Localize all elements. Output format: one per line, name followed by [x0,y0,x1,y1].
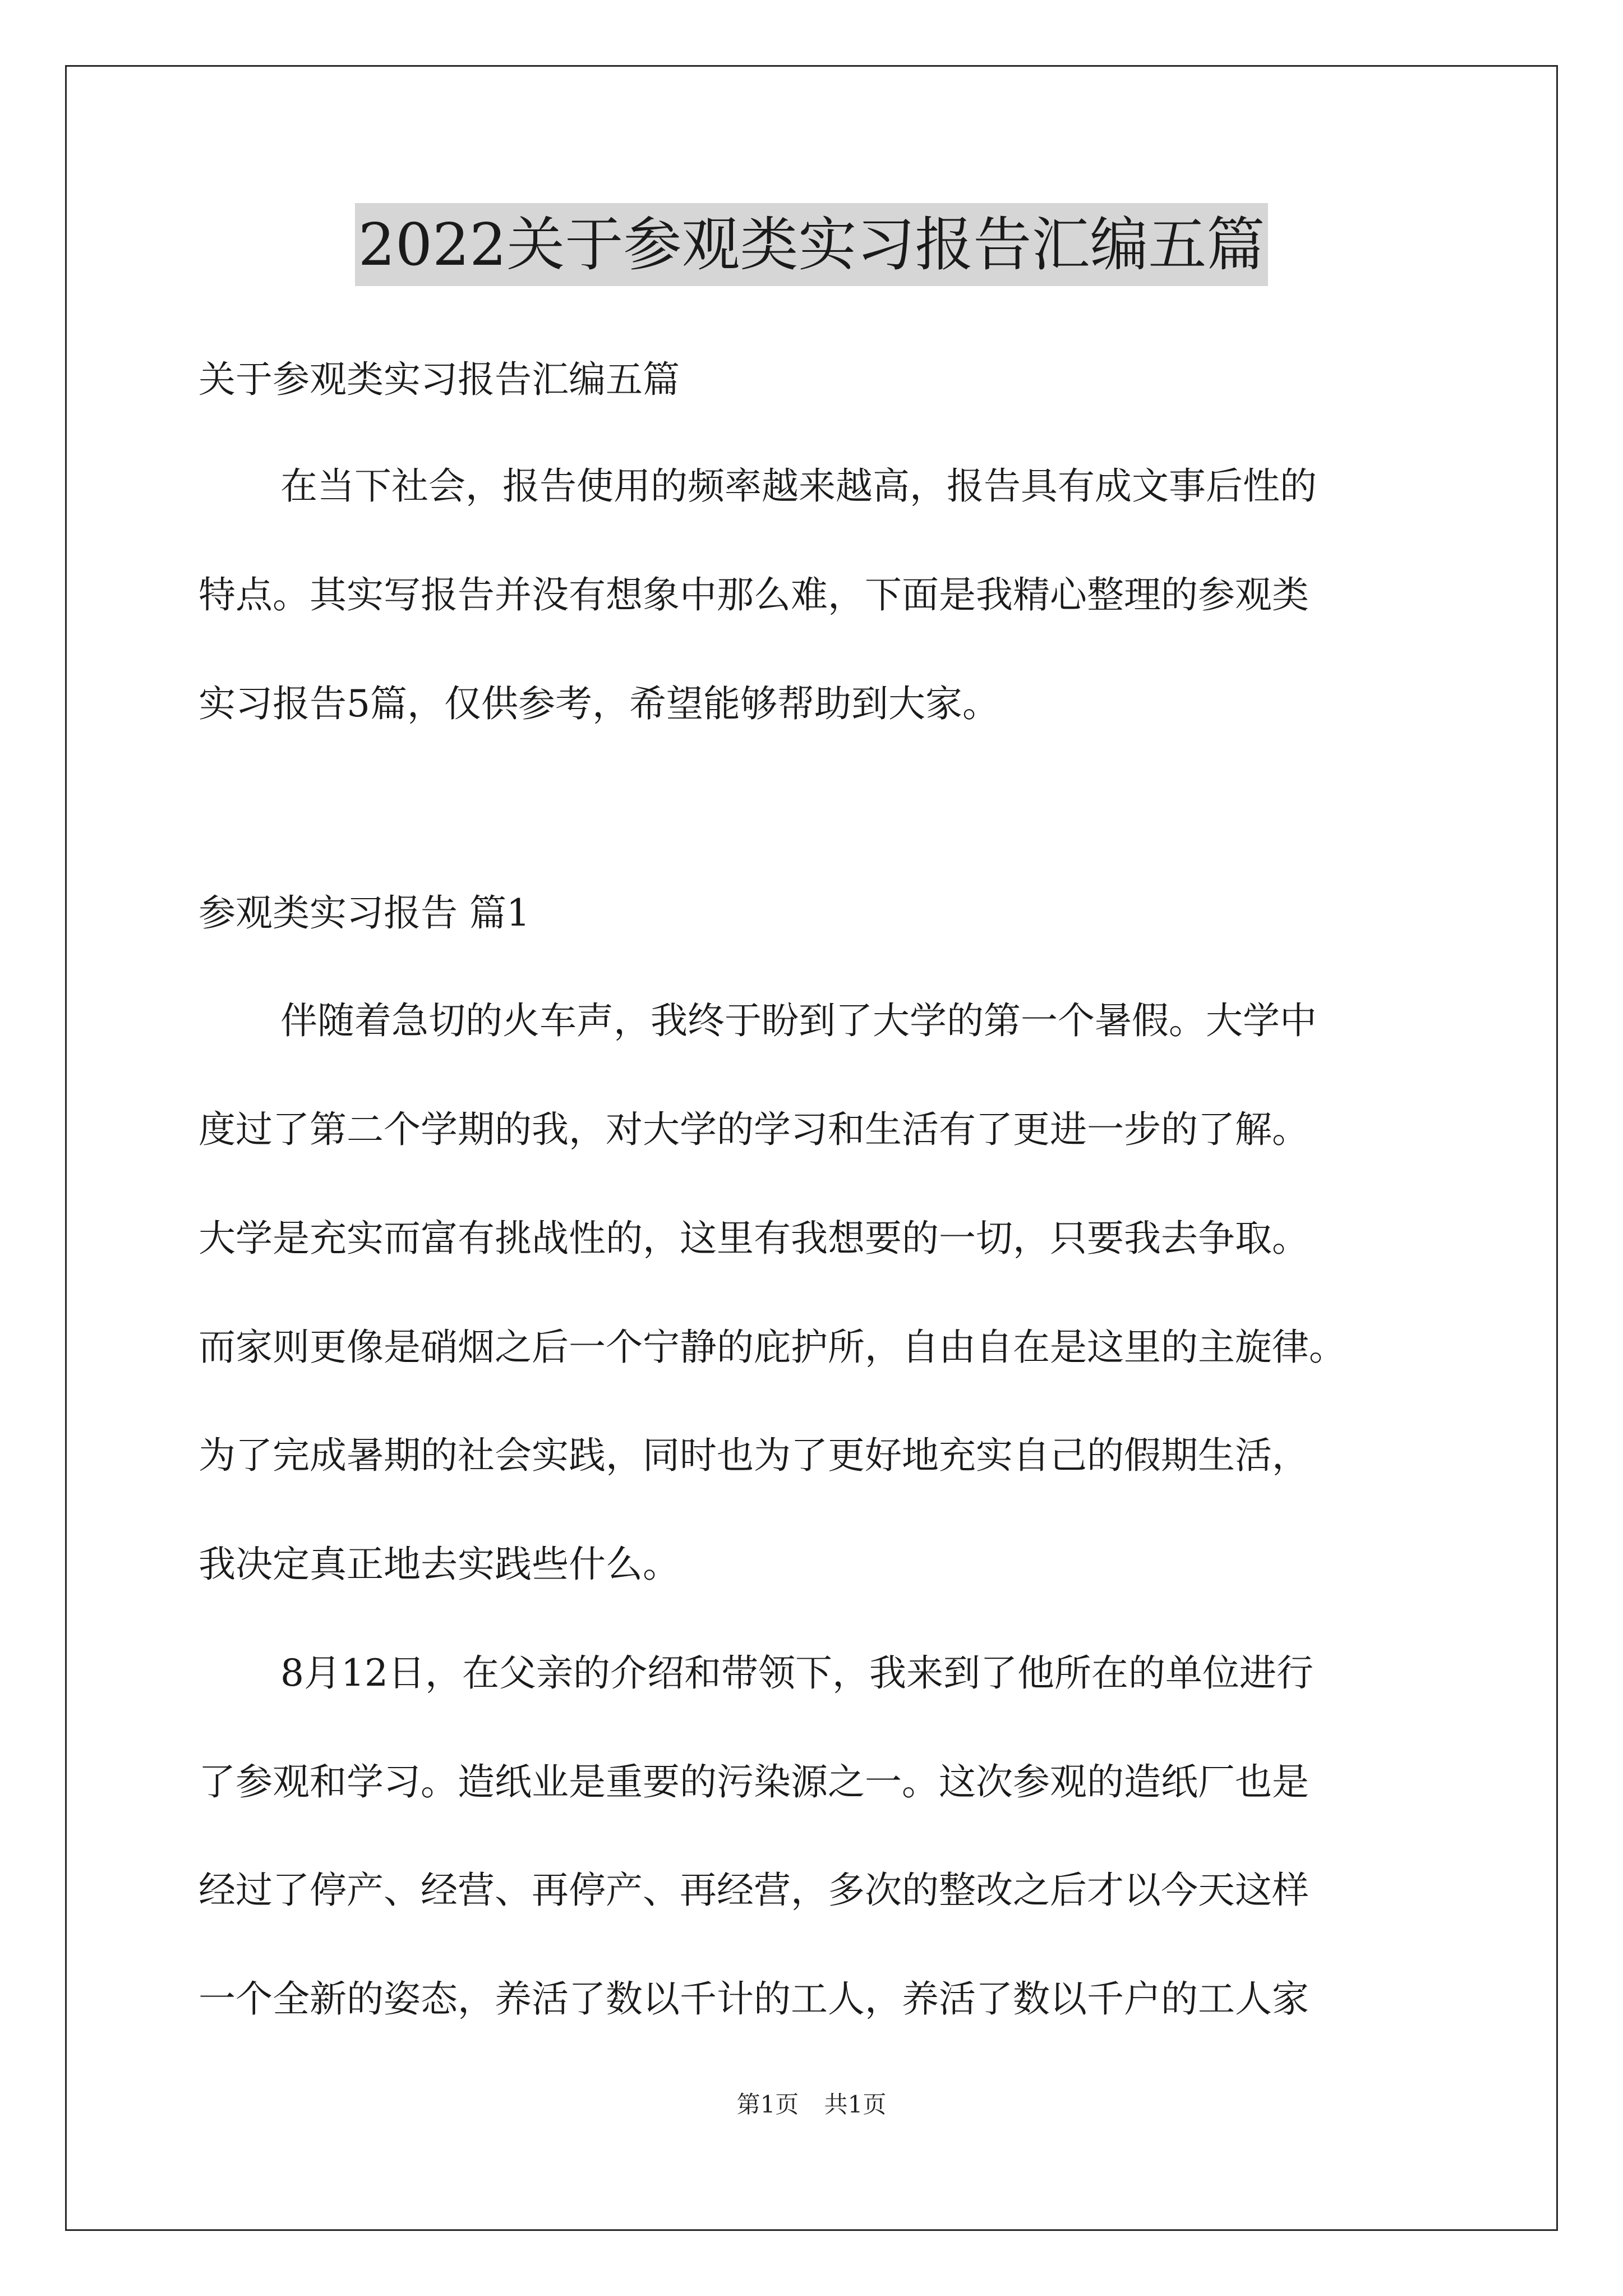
para1-line-6: 我决定真正地去实践些什么。 [199,1543,680,1586]
document-subtitle: 关于参观类实习报告汇编五篇 [199,358,680,401]
para2-line-1: 8月12日，在父亲的介绍和带领下，我来到了他所在的单位进行 [280,1651,1313,1695]
para1-line-2: 度过了第二个学期的我，对大学的学习和生活有了更进一步的了解。 [199,1108,1309,1151]
intro-line-2: 特点。其实写报告并没有想象中那么难，下面是我精心整理的参观类 [199,573,1309,616]
page-total: 共1页 [824,2091,887,2118]
page-footer [0,2088,1623,2122]
intro-line-3: 实习报告5篇，仅供参考，希望能够帮助到大家。 [199,682,999,725]
title-container [0,203,1623,286]
section-heading: 参观类实习报告 篇1 [199,891,530,935]
para2-line-4: 一个全新的姿态，养活了数以千计的工人，养活了数以千户的工人家 [199,1977,1309,2021]
para2-line-3: 经过了停产、经营、再停产、再经营，多次的整改之后才以今天这样 [199,1869,1309,1912]
para1-line-5: 为了完成暑期的社会实践，同时也为了更好地充实自己的假期生活， [199,1434,1309,1477]
page-number: 第1页 [736,2091,799,2118]
para1-line-1: 伴随着急切的火车声，我终于盼到了大学的第一个暑假。大学中 [280,999,1317,1042]
para1-line-3: 大学是充实而富有挑战性的，这里有我想要的一切，只要我去争取。 [199,1217,1309,1260]
intro-line-1: 在当下社会，报告使用的频率越来越高，报告具有成文事后性的 [280,464,1317,508]
para2-line-2: 了参观和学习。造纸业是重要的污染源之一。这次参观的造纸厂也是 [199,1760,1309,1803]
para1-line-4: 而家则更像是硝烟之后一个宁静的庇护所，自由自在是这里的主旋律。 [199,1326,1346,1369]
document-title: 2022关于参观类实习报告汇编五篇 [355,203,1269,286]
